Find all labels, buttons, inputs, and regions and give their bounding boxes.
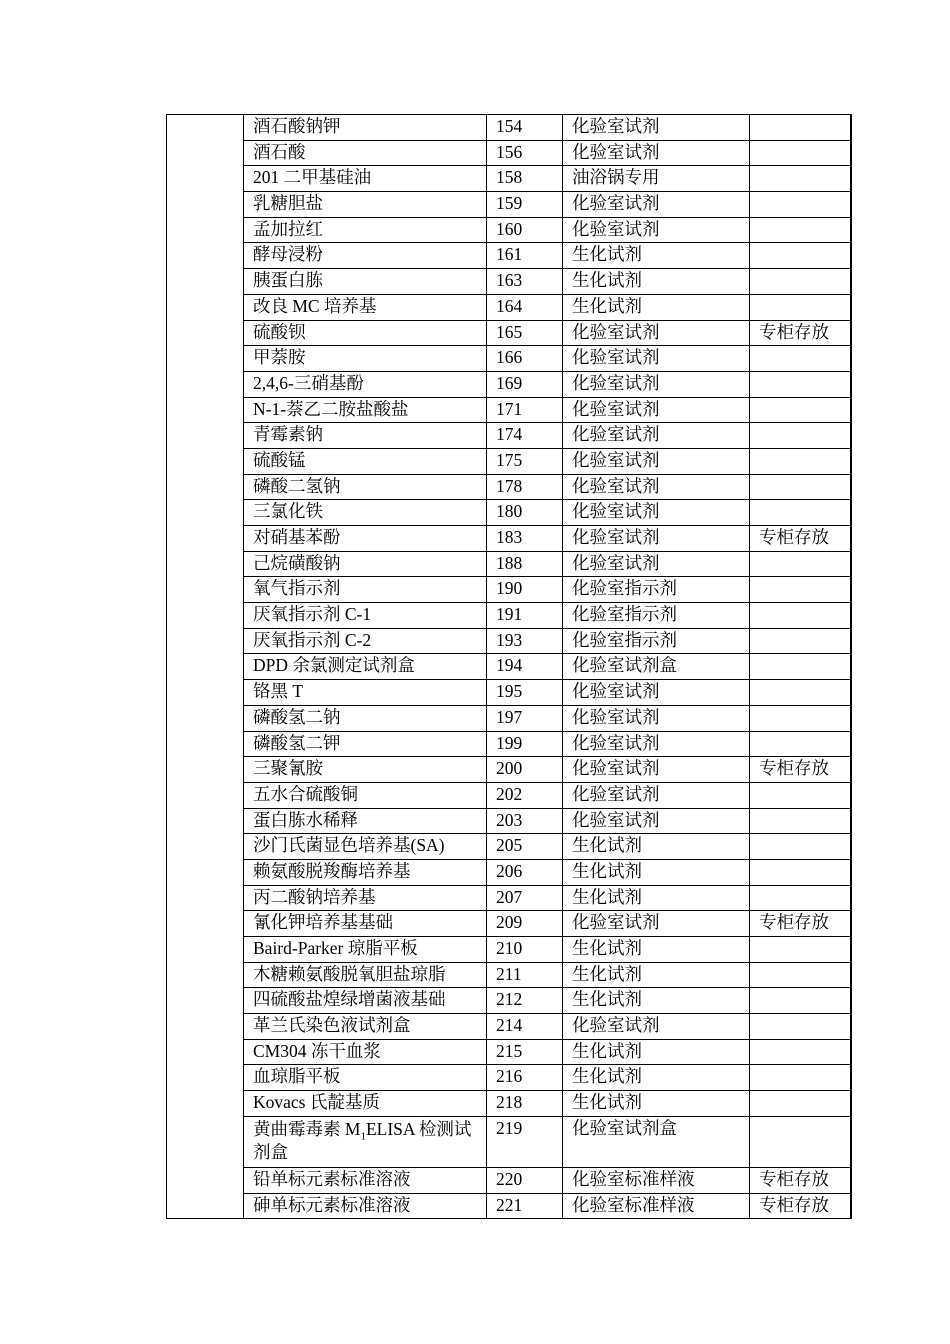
- reagent-category-cell: 油浴锅专用: [563, 166, 750, 192]
- reagent-code-cell: 160: [487, 217, 563, 243]
- storage-note-cell: [750, 731, 852, 757]
- storage-note-cell: [750, 474, 852, 500]
- storage-note-cell: [750, 680, 852, 706]
- reagent-code-cell: 200: [487, 757, 563, 783]
- storage-note-cell: 专柜存放: [750, 526, 852, 552]
- storage-note-cell: [750, 192, 852, 218]
- table-row: [167, 782, 852, 808]
- reagent-category-cell: 化验室试剂: [563, 1014, 750, 1040]
- reagent-name-cell: 硫酸钡: [244, 320, 487, 346]
- reagent-name-cell: 丙二酸钠培养基: [244, 885, 487, 911]
- table-row: [167, 140, 852, 166]
- reagent-name-cell: 改良 MC 培养基: [244, 294, 487, 320]
- storage-note-cell: [750, 859, 852, 885]
- reagent-name-cell: 磷酸二氢钠: [244, 474, 487, 500]
- reagent-code-cell: 163: [487, 269, 563, 295]
- reagent-code-cell: 158: [487, 166, 563, 192]
- storage-note-cell: [750, 243, 852, 269]
- reagent-name-cell: Kovacs 氏靛基质: [244, 1091, 487, 1117]
- reagent-name-cell: 厌氧指示剂 C-2: [244, 628, 487, 654]
- table-row: [167, 1014, 852, 1040]
- table-row: [167, 269, 852, 295]
- storage-note-cell: [750, 166, 852, 192]
- storage-note-cell: [750, 397, 852, 423]
- reagent-code-cell: 209: [487, 911, 563, 937]
- table-row: [167, 243, 852, 269]
- reagent-code-cell: 215: [487, 1039, 563, 1065]
- storage-note-cell: 专柜存放: [750, 320, 852, 346]
- reagent-code-cell: 218: [487, 1091, 563, 1117]
- reagent-category-cell: 生化试剂: [563, 1065, 750, 1091]
- reagent-category-cell: 化验室试剂: [563, 911, 750, 937]
- table-row: [167, 1193, 852, 1219]
- table-row: [167, 1167, 852, 1193]
- reagent-category-cell: 化验室试剂盒: [563, 1116, 750, 1167]
- table-row: [167, 1039, 852, 1065]
- storage-note-cell: [750, 782, 852, 808]
- reagent-category-cell: 化验室试剂: [563, 115, 750, 141]
- reagent-name-cell: 磷酸氢二钾: [244, 731, 487, 757]
- storage-note-cell: [750, 140, 852, 166]
- reagent-code-cell: 165: [487, 320, 563, 346]
- table-row: [167, 705, 852, 731]
- table-row: [167, 1065, 852, 1091]
- table-row: [167, 423, 852, 449]
- reagent-category-cell: 生化试剂: [563, 1039, 750, 1065]
- reagent-category-cell: 生化试剂: [563, 269, 750, 295]
- table-row: [167, 346, 852, 372]
- storage-note-cell: [750, 269, 852, 295]
- reagent-name-cell: 胰蛋白胨: [244, 269, 487, 295]
- reagent-name-cell: 革兰氏染色液试剂盒: [244, 1014, 487, 1040]
- reagent-category-cell: 化验室试剂: [563, 140, 750, 166]
- reagent-code-cell: 205: [487, 834, 563, 860]
- storage-note-cell: [750, 1065, 852, 1091]
- reagent-category-cell: 化验室试剂: [563, 192, 750, 218]
- reagent-category-cell: 化验室试剂: [563, 397, 750, 423]
- table-row: [167, 937, 852, 963]
- reagent-name-cell: 血琼脂平板: [244, 1065, 487, 1091]
- reagent-name-cell: [244, 1116, 487, 1167]
- reagent-name-cell: 铬黑 T: [244, 680, 487, 706]
- table-row: [167, 192, 852, 218]
- reagent-category-cell: 化验室试剂: [563, 757, 750, 783]
- reagent-category-cell: 化验室试剂: [563, 526, 750, 552]
- table-row: [167, 1091, 852, 1117]
- reagent-category-cell: 化验室试剂: [563, 474, 750, 500]
- reagent-code-cell: 191: [487, 603, 563, 629]
- reagent-category-cell: 化验室试剂: [563, 423, 750, 449]
- reagent-name-cell: 五水合硫酸铜: [244, 782, 487, 808]
- storage-note-cell: [750, 423, 852, 449]
- reagent-name-part: 黄曲霉毒素 M: [253, 1118, 361, 1139]
- reagent-name-cell: 201 二甲基硅油: [244, 166, 487, 192]
- reagent-name-cell: Baird-Parker 琼脂平板: [244, 937, 487, 963]
- table-row: [167, 294, 852, 320]
- storage-note-cell: [750, 628, 852, 654]
- storage-note-cell: [750, 885, 852, 911]
- storage-note-cell: [750, 448, 852, 474]
- reagent-code-cell: 219: [487, 1116, 563, 1167]
- table-row: [167, 834, 852, 860]
- storage-note-cell: [750, 962, 852, 988]
- reagent-code-cell: 202: [487, 782, 563, 808]
- table-row: [167, 885, 852, 911]
- reagent-code-cell: 183: [487, 526, 563, 552]
- storage-note-cell: [750, 115, 852, 141]
- reagent-category-cell: 生化试剂: [563, 885, 750, 911]
- reagent-name-cell: 对硝基苯酚: [244, 526, 487, 552]
- reagent-table-body: [167, 115, 852, 1219]
- storage-note-cell: [750, 654, 852, 680]
- storage-note-cell: [750, 371, 852, 397]
- reagent-code-cell: 195: [487, 680, 563, 706]
- storage-note-cell: [750, 217, 852, 243]
- reagent-code-cell: 210: [487, 937, 563, 963]
- storage-note-cell: 专柜存放: [750, 757, 852, 783]
- reagent-code-cell: 220: [487, 1167, 563, 1193]
- reagent-table: [166, 114, 852, 1219]
- table-row: [167, 911, 852, 937]
- storage-note-cell: [750, 1014, 852, 1040]
- reagent-code-cell: 169: [487, 371, 563, 397]
- reagent-name-cell: 硫酸锰: [244, 448, 487, 474]
- reagent-name-cell: 木糖赖氨酸脱氧胆盐琼脂: [244, 962, 487, 988]
- storage-note-cell: 专柜存放: [750, 1193, 852, 1219]
- reagent-name-cell: 磷酸氢二钠: [244, 705, 487, 731]
- storage-note-cell: [750, 346, 852, 372]
- storage-note-cell: [750, 1039, 852, 1065]
- reagent-code-cell: 203: [487, 808, 563, 834]
- reagent-category-cell: 化验室试剂: [563, 217, 750, 243]
- reagent-code-cell: 194: [487, 654, 563, 680]
- table-row: [167, 217, 852, 243]
- table-row: [167, 500, 852, 526]
- reagent-category-cell: 化验室试剂: [563, 371, 750, 397]
- reagent-name-cell: 沙门氏菌显色培养基(SA): [244, 834, 487, 860]
- table-row: [167, 628, 852, 654]
- table-row: [167, 115, 852, 141]
- reagent-code-cell: 156: [487, 140, 563, 166]
- reagent-name-cell: N-1-萘乙二胺盐酸盐: [244, 397, 487, 423]
- table-row: [167, 474, 852, 500]
- storage-note-cell: [750, 1091, 852, 1117]
- table-row: [167, 1116, 852, 1167]
- reagent-name-cell: 酒石酸钠钾: [244, 115, 487, 141]
- reagent-name-cell: CM304 冻干血浆: [244, 1039, 487, 1065]
- table-row: [167, 859, 852, 885]
- reagent-code-cell: 159: [487, 192, 563, 218]
- storage-note-cell: [750, 808, 852, 834]
- reagent-category-cell: 生化试剂: [563, 243, 750, 269]
- reagent-category-cell: 生化试剂: [563, 294, 750, 320]
- reagent-name-cell: 铅单标元素标准溶液: [244, 1167, 487, 1193]
- table-row: [167, 988, 852, 1014]
- reagent-name-cell: 赖氨酸脱羧酶培养基: [244, 859, 487, 885]
- reagent-name-part: ELISA 检测试剂盒: [253, 1118, 472, 1162]
- reagent-category-cell: 化验室标准样液: [563, 1193, 750, 1219]
- reagent-name-cell: 青霉素钠: [244, 423, 487, 449]
- reagent-category-cell: 生化试剂: [563, 834, 750, 860]
- reagent-code-cell: 207: [487, 885, 563, 911]
- reagent-name-cell: 三氯化铁: [244, 500, 487, 526]
- reagent-name-cell: DPD 余氯测定试剂盒: [244, 654, 487, 680]
- reagent-code-cell: 193: [487, 628, 563, 654]
- storage-note-cell: [750, 294, 852, 320]
- storage-note-cell: [750, 937, 852, 963]
- reagent-category-cell: 化验室指示剂: [563, 603, 750, 629]
- reagent-code-cell: 175: [487, 448, 563, 474]
- reagent-code-cell: 161: [487, 243, 563, 269]
- reagent-name-subscript: 1: [360, 1130, 366, 1143]
- storage-note-cell: [750, 500, 852, 526]
- table-row: [167, 551, 852, 577]
- reagent-category-cell: 化验室试剂: [563, 680, 750, 706]
- table-row: [167, 603, 852, 629]
- reagent-name-cell: 酒石酸: [244, 140, 487, 166]
- reagent-code-cell: 190: [487, 577, 563, 603]
- table-row: [167, 526, 852, 552]
- table-row: [167, 371, 852, 397]
- storage-note-cell: [750, 1116, 852, 1167]
- reagent-category-cell: 生化试剂: [563, 988, 750, 1014]
- reagent-category-cell: 化验室试剂: [563, 448, 750, 474]
- reagent-name-cell: 四硫酸盐煌绿增菌液基础: [244, 988, 487, 1014]
- table-row: [167, 166, 852, 192]
- storage-note-cell: [750, 603, 852, 629]
- reagent-category-cell: 化验室试剂盒: [563, 654, 750, 680]
- reagent-code-cell: 221: [487, 1193, 563, 1219]
- reagent-code-cell: 214: [487, 1014, 563, 1040]
- storage-note-cell: 专柜存放: [750, 1167, 852, 1193]
- storage-note-cell: [750, 705, 852, 731]
- reagent-code-cell: 206: [487, 859, 563, 885]
- reagent-code-cell: 178: [487, 474, 563, 500]
- reagent-code-cell: 188: [487, 551, 563, 577]
- reagent-category-cell: 化验室试剂: [563, 731, 750, 757]
- reagent-name-cell: 酵母浸粉: [244, 243, 487, 269]
- reagent-category-cell: 化验室试剂: [563, 551, 750, 577]
- table-row: [167, 320, 852, 346]
- storage-note-cell: [750, 551, 852, 577]
- reagent-name-cell: 厌氧指示剂 C-1: [244, 603, 487, 629]
- reagent-category-cell: 化验室试剂: [563, 705, 750, 731]
- reagent-code-cell: 171: [487, 397, 563, 423]
- table-row: [167, 680, 852, 706]
- reagent-category-cell: 化验室试剂: [563, 500, 750, 526]
- reagent-category-cell: 化验室指示剂: [563, 628, 750, 654]
- reagent-name-cell: 乳糖胆盐: [244, 192, 487, 218]
- reagent-code-cell: 154: [487, 115, 563, 141]
- merged-category-cell: [167, 115, 244, 1219]
- table-row: [167, 577, 852, 603]
- reagent-category-cell: 化验室标准样液: [563, 1167, 750, 1193]
- storage-note-cell: [750, 988, 852, 1014]
- reagent-code-cell: 180: [487, 500, 563, 526]
- reagent-category-cell: 生化试剂: [563, 962, 750, 988]
- reagent-category-cell: 化验室试剂: [563, 782, 750, 808]
- reagent-category-cell: 化验室试剂: [563, 320, 750, 346]
- reagent-code-cell: 166: [487, 346, 563, 372]
- table-row: [167, 397, 852, 423]
- reagent-name-cell: 氧气指示剂: [244, 577, 487, 603]
- reagent-name-cell: 孟加拉红: [244, 217, 487, 243]
- reagent-category-cell: 生化试剂: [563, 859, 750, 885]
- reagent-name-cell: 三聚氰胺: [244, 757, 487, 783]
- table-row: [167, 757, 852, 783]
- reagent-category-cell: 生化试剂: [563, 1091, 750, 1117]
- table-row: [167, 962, 852, 988]
- table-row: [167, 808, 852, 834]
- storage-note-cell: [750, 834, 852, 860]
- reagent-category-cell: 化验室试剂: [563, 346, 750, 372]
- reagent-code-cell: 197: [487, 705, 563, 731]
- table-row: [167, 448, 852, 474]
- reagent-code-cell: 211: [487, 962, 563, 988]
- reagent-name-cell: 己烷磺酸钠: [244, 551, 487, 577]
- reagent-category-cell: 化验室试剂: [563, 808, 750, 834]
- reagent-name-cell: 甲萘胺: [244, 346, 487, 372]
- table-row: [167, 731, 852, 757]
- reagent-name-cell: 氰化钾培养基基础: [244, 911, 487, 937]
- reagent-name-cell: 2,4,6-三硝基酚: [244, 371, 487, 397]
- table-row: [167, 654, 852, 680]
- reagent-code-cell: 164: [487, 294, 563, 320]
- reagent-code-cell: 216: [487, 1065, 563, 1091]
- storage-note-cell: 专柜存放: [750, 911, 852, 937]
- reagent-category-cell: 生化试剂: [563, 937, 750, 963]
- reagent-code-cell: 212: [487, 988, 563, 1014]
- reagent-code-cell: 174: [487, 423, 563, 449]
- reagent-name-cell: 砷单标元素标准溶液: [244, 1193, 487, 1219]
- reagent-category-cell: 化验室指示剂: [563, 577, 750, 603]
- reagent-name-cell: 蛋白胨水稀释: [244, 808, 487, 834]
- reagent-code-cell: 199: [487, 731, 563, 757]
- storage-note-cell: [750, 577, 852, 603]
